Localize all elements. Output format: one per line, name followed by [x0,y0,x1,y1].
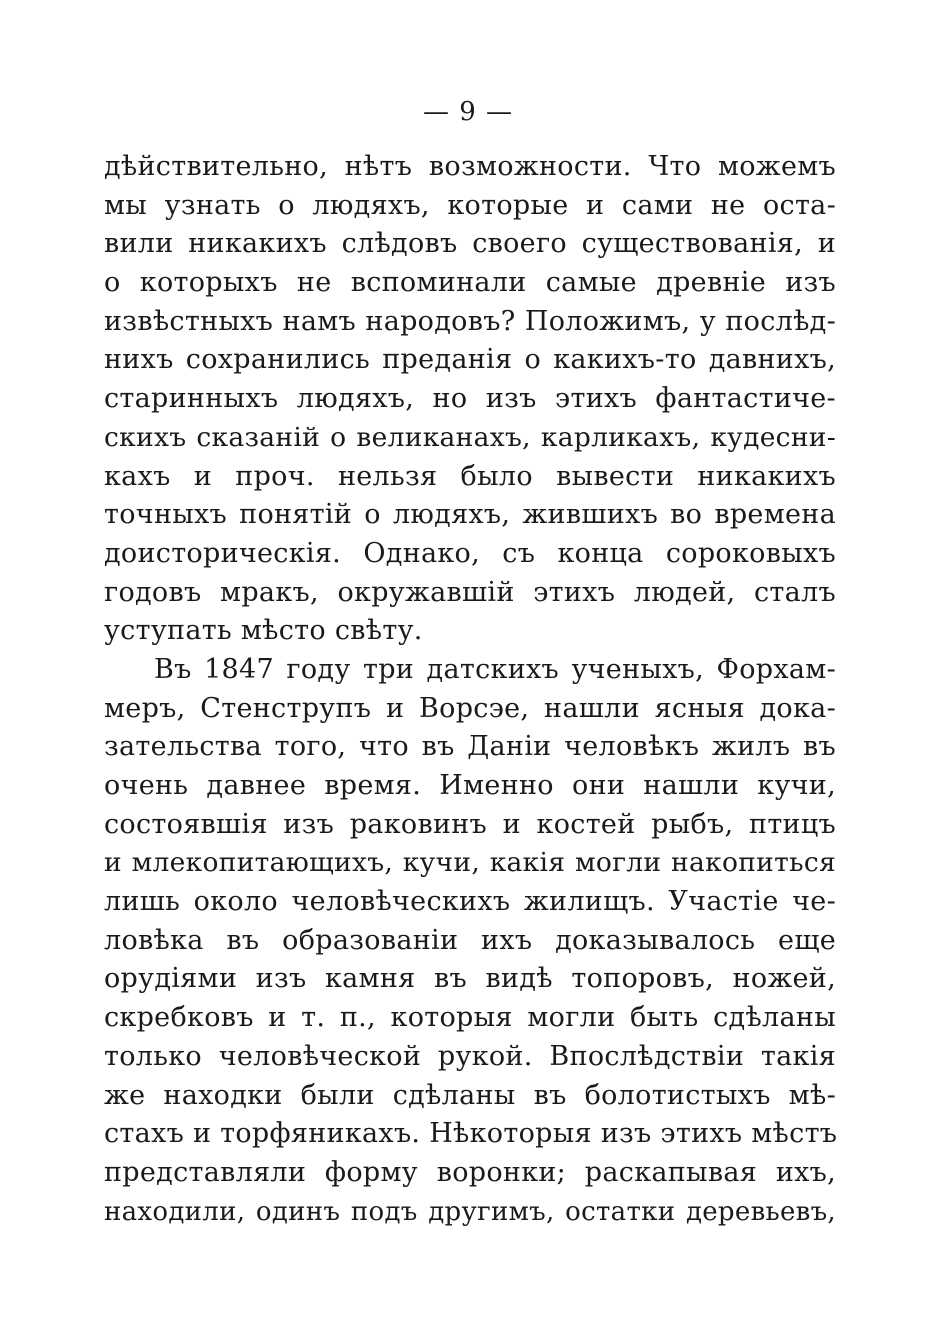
text-line: вили никакихъ слѣдовъ своего существованія, и [104,228,836,260]
text-line: представляли форму воронки; раскапывая ихъ, [104,1156,836,1188]
text-line: же находки были сдѣланы въ болотистыхъ мѣ- [104,1079,836,1111]
paragraph-1 [104,148,836,651]
text-line: скихъ сказаній о великанахъ, карликахъ, кудесни- [104,421,836,453]
page-number: — 9 — [422,97,514,127]
text-line: скребковъ и т. п., которыя могли быть сдѣланы [104,1002,836,1034]
text-line: точныхъ понятій о людяхъ, жившихъ во времена [104,499,836,531]
text-line: доисторическія. Однако, съ конца сороковыхъ [104,537,836,569]
text-line: зательства того, что въ Даніи человѣкъ жилъ въ [104,731,836,763]
text-line: старинныхъ людяхъ, но изъ этихъ фантастиче- [104,383,836,415]
text-line: стахъ и торфяникахъ. Нѣкоторыя изъ этихъ мѣстъ [104,1118,838,1150]
text-line: и млекопитающихъ, кучи, какія могли накопиться [104,847,836,879]
text-line: нихъ сохранились преданія о какихъ-то давнихъ, [104,344,836,376]
text-line: очень давнее время. Именно они нашли кучи, [104,770,836,801]
text-line: ловѣка въ образованіи ихъ доказывалось еще [104,924,836,956]
text-line: дѣйствительно, нѣтъ возможности. Что можемъ [104,151,836,182]
text-line: извѣстныхъ намъ народовъ? Положимъ, у послѣд- [104,305,836,337]
body-text [104,148,836,1231]
text-line: уступать мѣсто свѣту. [104,615,423,647]
text-line: о которыхъ не вспоминали самые древніе изъ [104,267,836,299]
text-line: Въ 1847 году три датскихъ ученыхъ, Форхам- [154,653,836,685]
paragraph-2 [104,651,836,1231]
text-line: находили, одинъ подъ другимъ, остатки деревьевъ, [104,1196,836,1227]
text-line: только человѣческой рукой. Впослѣдствіи такія [104,1040,836,1072]
text-line: орудіями изъ камня въ видѣ топоровъ, ножей, [104,963,836,995]
text-line: мы узнать о людяхъ, которые и сами не оста- [104,189,836,221]
text-line: лишь около человѣческихъ жилищъ. Участіе че- [104,886,836,918]
text-line: состоявшія изъ раковинъ и костей рыбъ, птицъ [104,808,836,840]
text-line: меръ, Стенструпъ и Ворсэе, нашли ясныя дока- [104,692,836,724]
text-line: кахъ и проч. нельзя было вывести никакихъ [104,460,836,492]
text-line: годовъ мракъ, окружавшій этихъ людей, сталъ [104,576,836,608]
